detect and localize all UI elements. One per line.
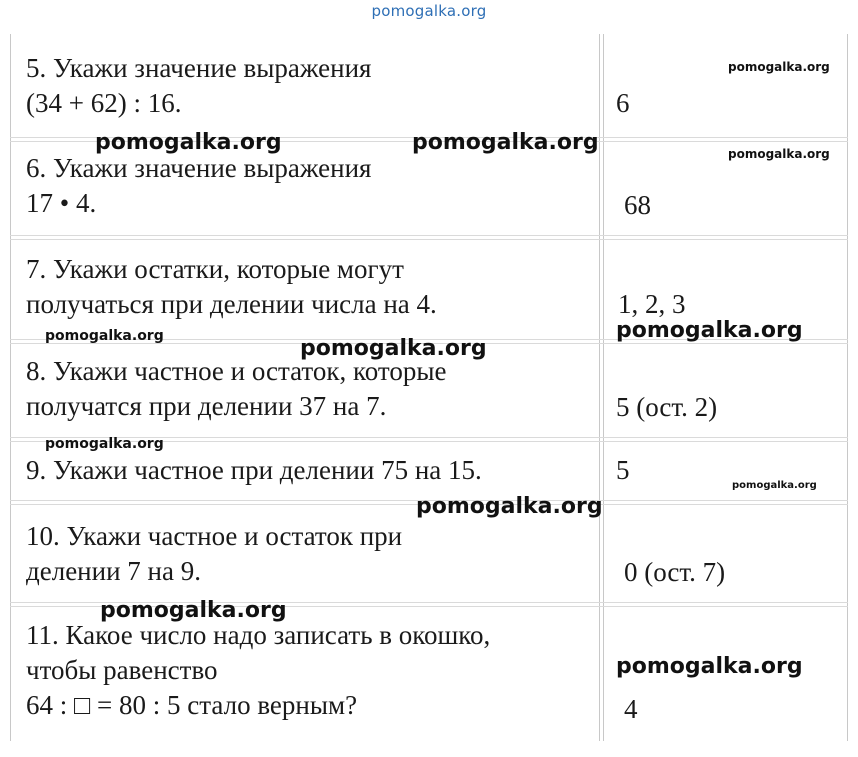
question-line: получатся при делении 37 на 7. xyxy=(26,391,387,421)
answer-10: 0 (ост. 7) xyxy=(624,557,726,587)
watermark: pomogalka.org xyxy=(45,436,164,452)
watermark: pomogalka.org xyxy=(100,598,287,623)
question-11 xyxy=(26,618,490,723)
question-line: 8. Укажи частное и остаток, которые xyxy=(26,356,447,386)
header-watermark: pomogalka.org xyxy=(371,2,487,20)
watermark: pomogalka.org xyxy=(732,480,817,491)
question-line: 7. Укажи остатки, которые могут xyxy=(26,254,404,284)
question-line: 6. Укажи значение выражения xyxy=(26,153,372,183)
answer-6: 68 xyxy=(624,190,651,220)
watermark: pomogalka.org xyxy=(728,147,830,161)
watermark: pomogalka.org xyxy=(728,60,830,74)
question-9 xyxy=(26,453,482,488)
question-line: 10. Укажи частное и остаток при xyxy=(26,521,403,551)
question-10 xyxy=(26,519,402,589)
answer-7: 1, 2, 3 xyxy=(618,289,686,319)
watermark: pomogalka.org xyxy=(95,130,282,155)
watermark: pomogalka.org xyxy=(616,654,803,679)
question-7 xyxy=(26,252,437,322)
watermark: pomogalka.org xyxy=(300,336,487,361)
question-line: 9. Укажи частное при делении 75 на 15. xyxy=(26,455,482,485)
question-8 xyxy=(26,354,446,424)
question-line: 17 • 4. xyxy=(26,188,97,218)
watermark: pomogalka.org xyxy=(416,494,603,519)
question-line: делении 7 на 9. xyxy=(26,556,201,586)
watermark: pomogalka.org xyxy=(616,318,803,343)
watermark: pomogalka.org xyxy=(45,328,164,344)
question-5 xyxy=(26,51,371,121)
row-divider xyxy=(10,235,848,240)
answer-5: 6 xyxy=(616,88,630,118)
answer-11: 4 xyxy=(624,694,638,724)
question-line: (34 + 62) : 16. xyxy=(26,88,182,118)
question-line: 11. Какое число надо записать в окошко, xyxy=(26,620,491,650)
question-6 xyxy=(26,151,371,221)
question-line: 64 : □ = 80 : 5 стало верным? xyxy=(26,690,358,720)
question-line: 5. Укажи значение выражения xyxy=(26,53,372,83)
question-line: получаться при делении числа на 4. xyxy=(26,289,437,319)
watermark: pomogalka.org xyxy=(412,130,599,155)
answer-9: 5 xyxy=(616,455,630,485)
answer-8: 5 (ост. 2) xyxy=(616,392,718,422)
question-line: чтобы равенство xyxy=(26,655,218,685)
